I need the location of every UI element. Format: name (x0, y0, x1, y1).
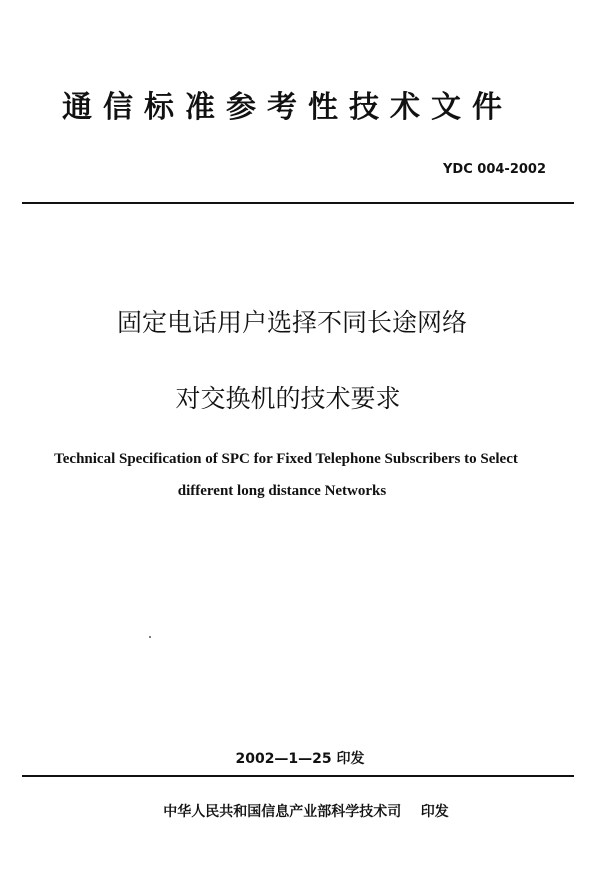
title-chinese-line-2: 对交换机的技术要求 (175, 384, 401, 413)
top-divider (22, 202, 574, 204)
bottom-divider (22, 775, 574, 777)
series-title: 通信标准参考性技术文件 (62, 90, 513, 125)
print-date: 2002—1—25 印发 (235, 751, 365, 767)
title-chinese-line-1: 固定电话用户选择不同长途网络 (116, 308, 467, 337)
title-english-line-1: Technical Specification of SPC for Fixed Telephone Subscribers to Select (54, 451, 518, 467)
document-number: YDC 004-2002 (443, 162, 546, 177)
title-english-line-2: different long distance Networks (177, 483, 387, 499)
publisher: 中华人民共和国信息产业部科学技术司 印发 (163, 804, 449, 820)
scan-speck (149, 636, 151, 638)
